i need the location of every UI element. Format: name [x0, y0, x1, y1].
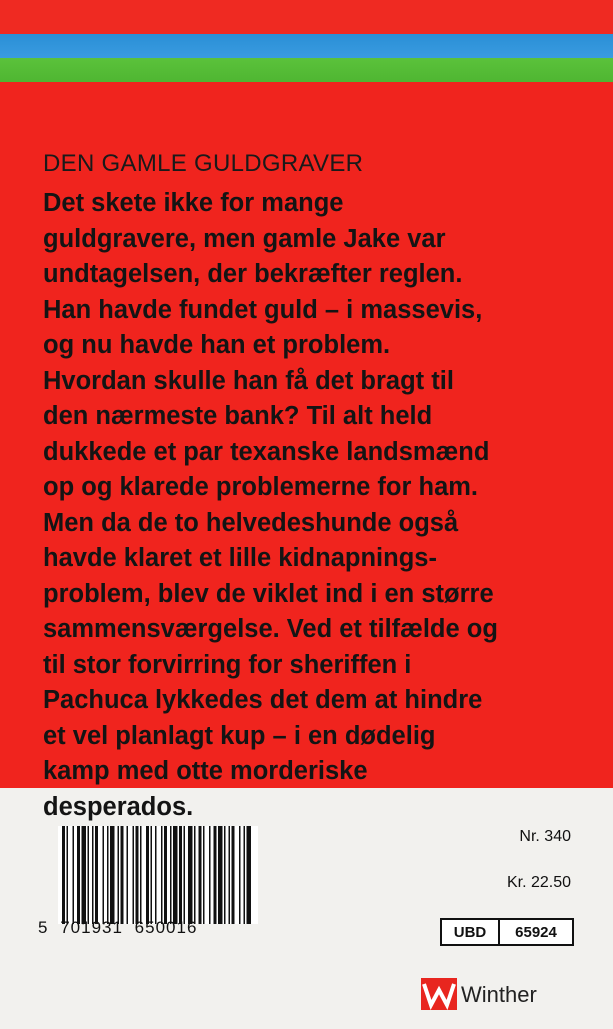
ubd-label: UBD: [442, 920, 500, 944]
blurb-line: problem, blev de viklet ind i en større: [43, 579, 494, 608]
barcode-bars: [58, 826, 258, 924]
blurb-text: [43, 186, 603, 825]
barcode: [58, 826, 258, 924]
blue-stripe: [0, 34, 613, 58]
blurb-line: desperados.: [43, 792, 194, 821]
ubd-code-box: [440, 918, 574, 946]
series-number: Nr. 340: [519, 828, 571, 845]
green-stripe: [0, 58, 613, 82]
blurb-line: Pachuca lykkedes det dem at hindre: [43, 686, 483, 714]
blurb-line: sammensværgelse. Ved et tilfælde og: [43, 615, 498, 643]
blurb-heading: DEN GAMLE GULDGRAVER: [43, 150, 364, 177]
blurb-line: Men da de to helvedeshunde også: [43, 508, 459, 537]
blurb-line: kamp med otte morderiske: [43, 757, 368, 785]
barcode-digits: [38, 918, 203, 938]
ubd-number: 65924: [515, 923, 557, 941]
publisher-name: Winther: [461, 982, 537, 1007]
blurb-line: Det skete ikke for mange: [43, 189, 344, 217]
blurb-line: et vel planlagt kup – i en dødelig: [43, 721, 436, 750]
blurb-line: og nu havde han et problem.: [43, 331, 391, 359]
blurb-line: Hvordan skulle han få det bragt til: [43, 366, 454, 395]
blurb-line: op og klarede problemerne for ham.: [43, 473, 479, 501]
winther-logo-icon: [421, 978, 457, 1010]
blurb-line: til stor forvirring for sheriffen i: [43, 650, 412, 679]
blurb-line: undtagelsen, der bekræfter reglen.: [43, 260, 463, 288]
blurb-line: guldgravere, men gamle Jake var: [43, 224, 446, 253]
barcode-digits-left: 701931: [60, 918, 123, 937]
blurb-line: havde klaret et lille kidnapnings-: [43, 544, 437, 572]
blurb-line: Han havde fundet guld – i massevis,: [43, 295, 483, 324]
top-red-band: [0, 0, 613, 34]
barcode-digit-lead: 5: [38, 918, 49, 937]
price-label: Kr. 22.50: [506, 874, 571, 891]
blurb-line: den nærmeste bank? Til alt held: [43, 402, 433, 430]
barcode-digits-right: 650016: [134, 918, 198, 937]
blurb-line: dukkede et par texanske landsmænd: [43, 437, 490, 466]
